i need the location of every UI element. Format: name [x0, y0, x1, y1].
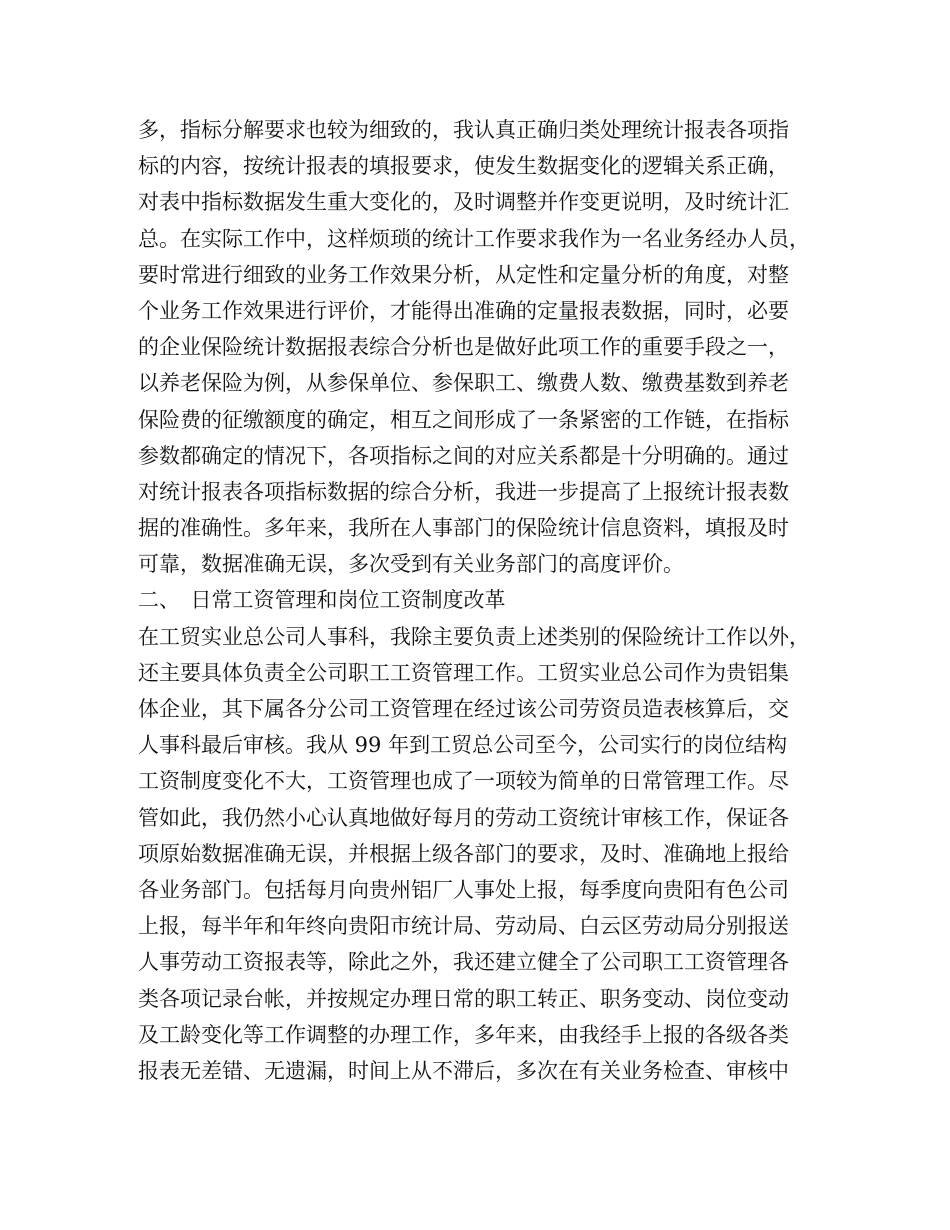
- text-line: 各业务部门。包括每月向贵州铝厂人事处上报，每季度向贵阳有色公司: [138, 877, 789, 902]
- text-line: 对统计报表各项指标数据的综合分析，我进一步提高了上报统计报表数: [138, 479, 789, 504]
- text-line: 管如此，我仍然小心认真地做好每月的劳动工资统计审核工作，保证各: [138, 805, 789, 830]
- text-line: 对表中指标数据发生重大变化的，及时调整并作变更说明，及时统计汇: [138, 190, 789, 215]
- text-line: 要时常进行细致的业务工作效果分析，从定性和定量分析的角度，对整: [138, 262, 789, 287]
- text-line: 据的准确性。多年来，我所在人事部门的保险统计信息资料，填报及时: [138, 516, 789, 541]
- text-line: 上报，每半年和年终向贵阳市统计局、劳动局、白云区劳动局分别报送: [138, 914, 789, 939]
- text-line: 标的内容，按统计报表的填报要求，使发生数据变化的逻辑关系正确，: [138, 154, 789, 179]
- text-line: 项原始数据准确无误，并根据上级各部门的要求，及时、准确地上报给: [138, 841, 789, 866]
- text-line: 个业务工作效果进行评价，才能得出准确的定量报表数据，同时，必要: [138, 298, 789, 323]
- text-line: 及工龄变化等工作调整的办理工作，多年来，由我经手上报的各级各类: [138, 1022, 789, 1047]
- text-line: 以养老保险为例，从参保单位、参保职工、缴费人数、缴费基数到养老: [138, 371, 789, 396]
- text-line: 人事劳动工资报表等，除此之外，我还建立健全了公司职工工资管理各: [138, 950, 789, 975]
- text-line: 多，指标分解要求也较为细致的，我认真正确归类处理统计报表各项指: [138, 118, 789, 142]
- text-line: 人事科最后审核。我从 99 年到工贸总公司至今，公司实行的岗位结构: [138, 733, 788, 758]
- text-line: 保险费的征缴额度的确定，相互之间形成了一条紧密的工作链，在指标: [138, 407, 789, 432]
- text-line: 体企业，其下属各分公司工资管理在经过该公司劳资员造表核算后，交: [138, 697, 789, 721]
- text-line: 参数都确定的情况下，各项指标之间的对应关系都是十分明确的。通过: [138, 443, 789, 468]
- text-line: 报表无差错、无遗漏，时间上从不滞后，多次在有关业务检查、审核中: [138, 1058, 789, 1083]
- body-text: [138, 112, 828, 1089]
- text-line: 可靠，数据准确无误，多次受到有关业务部门的高度评价。: [138, 552, 684, 577]
- text-line: 的企业保险统计数据报表综合分析也是做好此项工作的重要手段之一，: [138, 335, 789, 360]
- text-line: 在工贸实业总公司人事科，我除主要负责上述类别的保险统计工作以外，: [138, 624, 810, 649]
- text-line: 总。在实际工作中，这样烦琐的统计工作要求我作为一名业务经办人员，: [138, 226, 810, 251]
- text-line: 类各项记录台帐，并按规定办理日常的职工转正、职务变动、岗位变动: [138, 986, 789, 1011]
- text-line: 还主要具体负责全公司职工工资管理工作。工贸实业总公司作为贵铝集: [138, 660, 789, 685]
- text-line: 工资制度变化不大，工资管理也成了一项较为简单的日常管理工作。尽: [138, 769, 789, 794]
- section-heading: 二、 日常工资管理和岗位工资制度改革: [138, 588, 506, 613]
